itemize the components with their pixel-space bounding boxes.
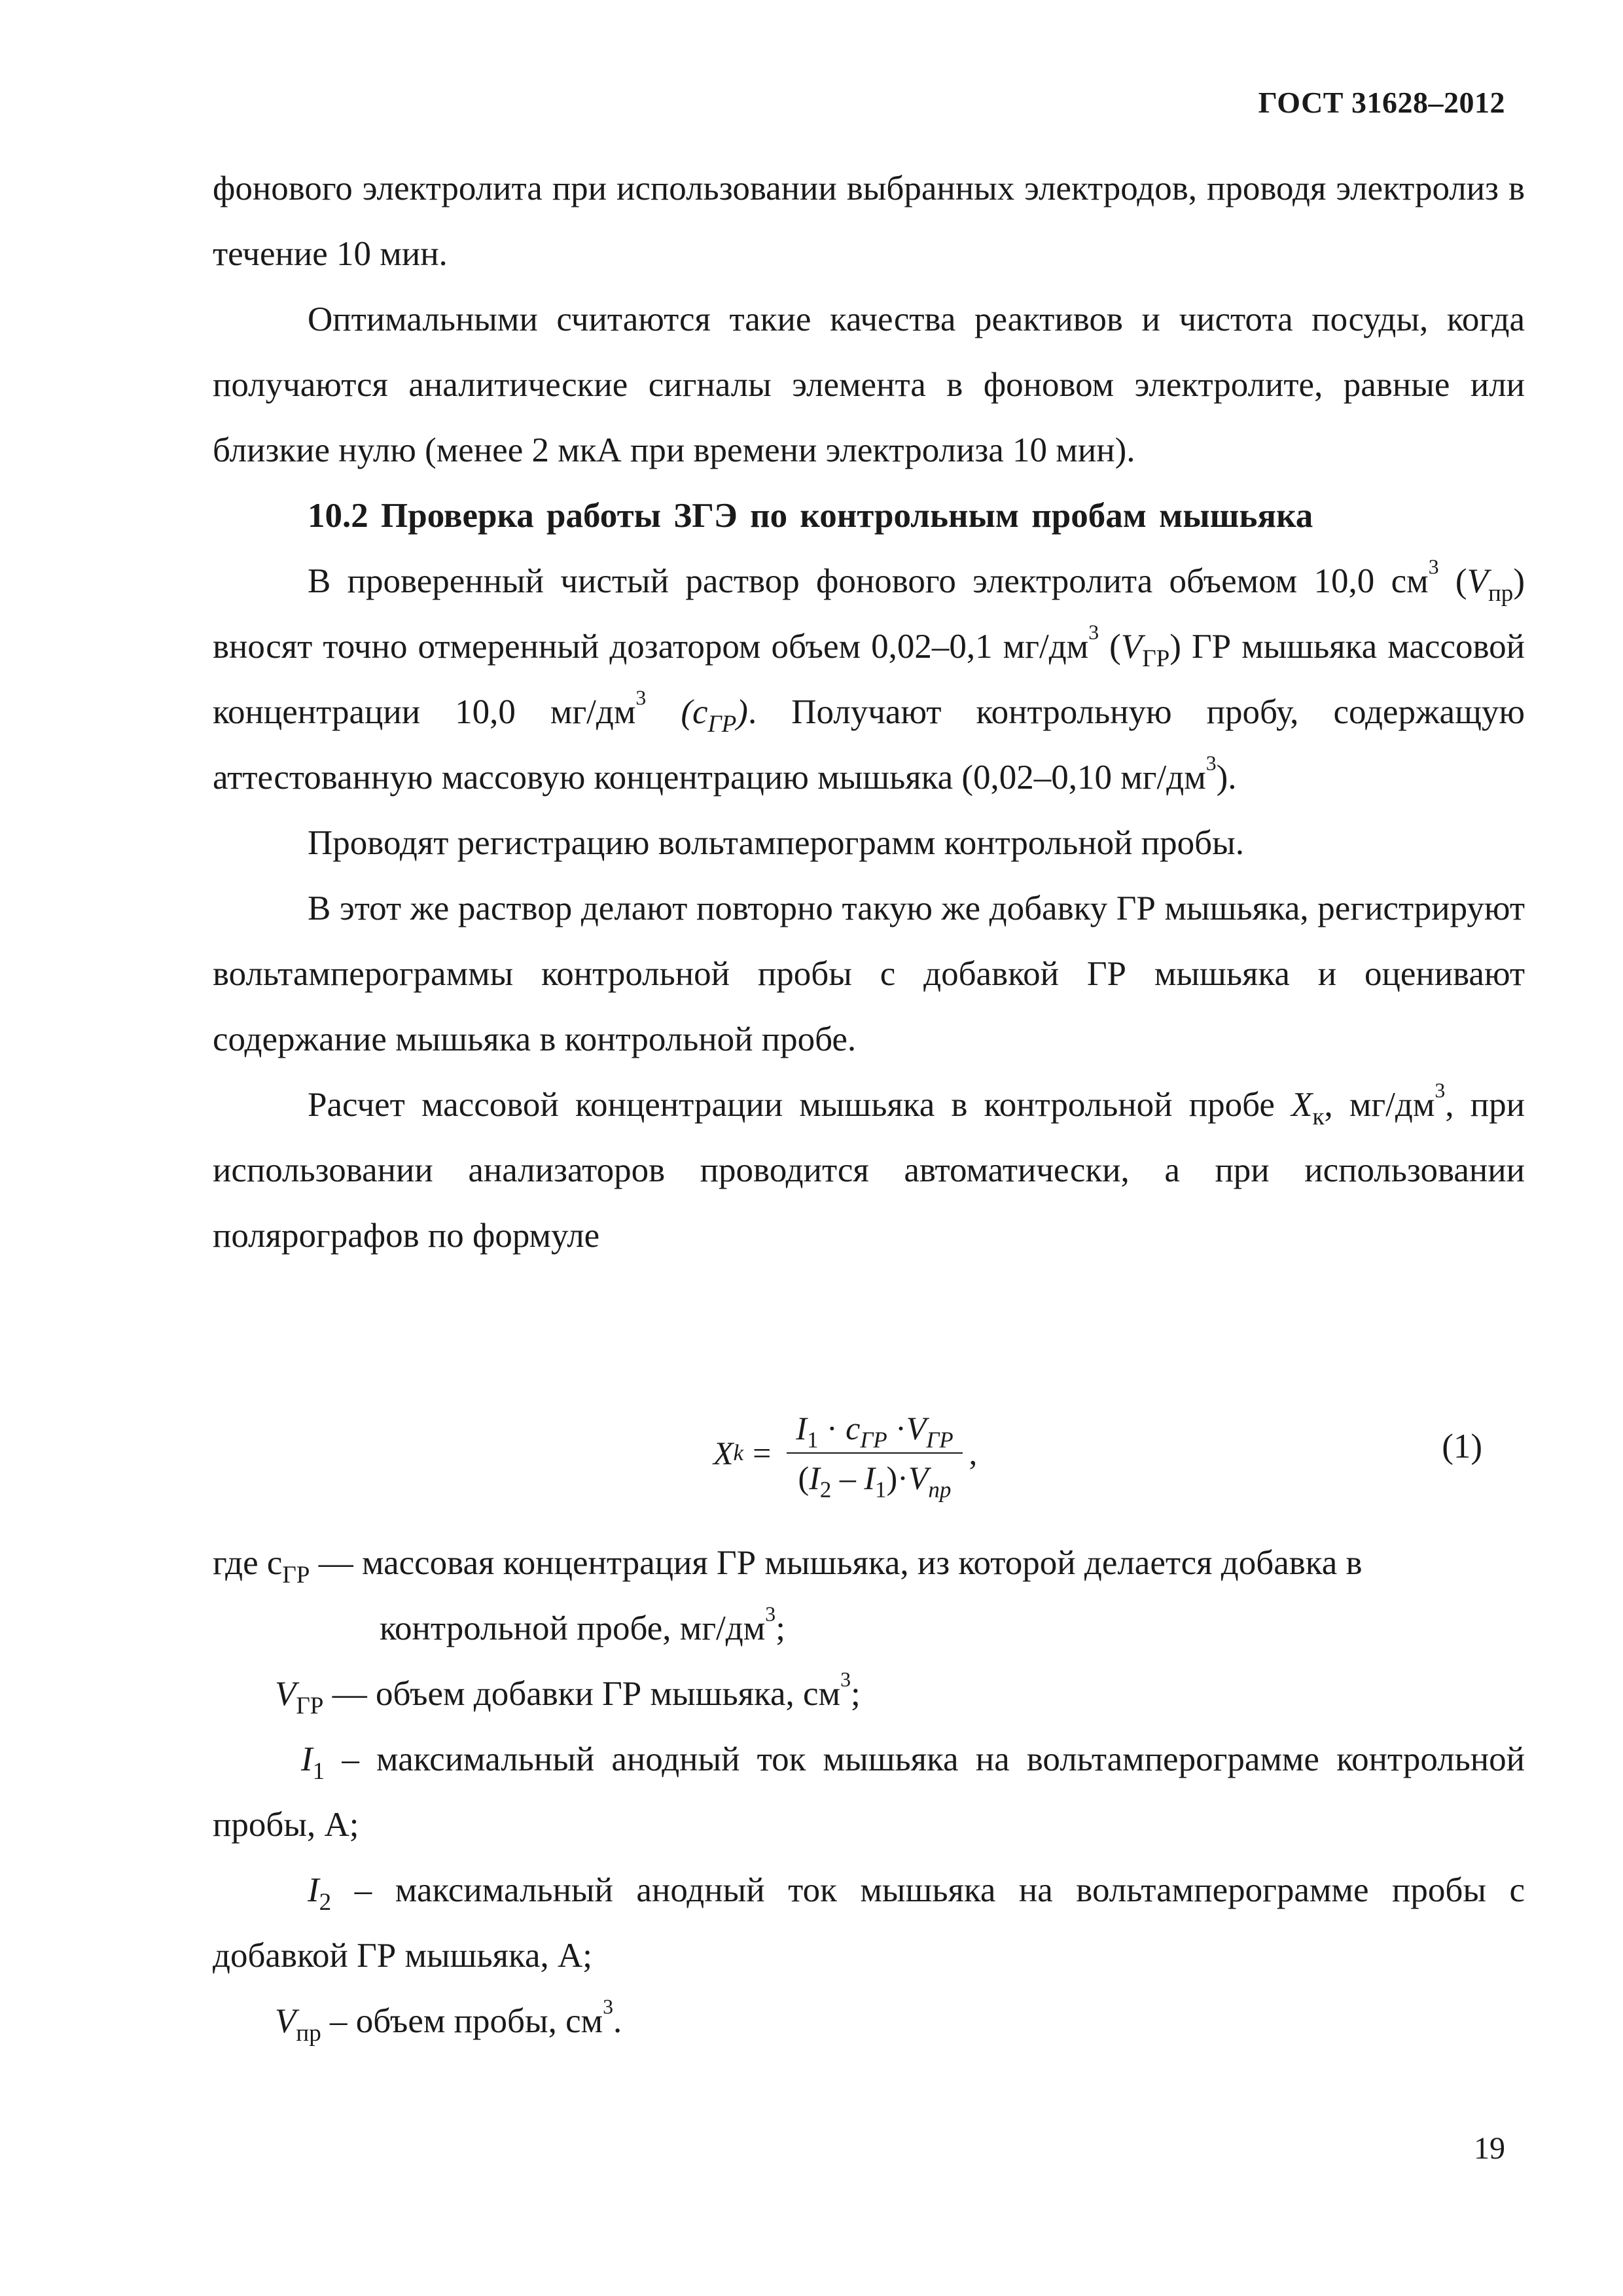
paragraph-addition: В этот же раствор делают повторно такую же добавку ГР мышьяка, регистрируют вольтамперограммы контрольной пробы с добавкой ГР мышьяка и оценивают содержание мышьяка в контрольной пробе.: [213, 889, 1525, 1058]
paragraph-registration: Проводят регистрацию вольтамперограмм контрольной пробы.: [308, 824, 1244, 862]
definition-v-pr: $V_{пр}$ – объем пробы, $см^3$.: [275, 1995, 622, 2047]
definition-i1: $I_1$ – максимальный анодный ток мышьяка на вольтамперограмме контрольной пробы, А;: [213, 1740, 1525, 1844]
formula-denominator: $(I_2 - I_1)\cdot V_{пр}$: [798, 1460, 952, 1503]
variable-definitions: [213, 1530, 1525, 2054]
definition-c-gr: где $c_{ГР}$ — массовая концентрация ГР мышьяка, из которой делается добавка в: [213, 1544, 1363, 1588]
section-heading: [213, 483, 1525, 548]
formula-1: X k = $\frac{I_1 \cdot c_{ГР} \cdot V_{ГР}}{(I_2 - I_1)\cdot V_{пр}}$ ,: [713, 1410, 978, 1503]
formula-fraction: [787, 1409, 962, 1503]
section-number: 10.2: [308, 497, 368, 535]
paragraph-control-sample: В проверенный чистый раствор фонового электролита объемом 10,0 $см^3$ $(V_{пр})$ вносят точно отмеренный дозатором объем 0,02–0,1 $мг/дм^3$ $(V_{ГР})$ ГР мышьяка массовой концентрации 10,0 $мг/дм^3$ $(c_{ГР})$. Получают контрольную пробу, содержащую аттестованную массовую концентрацию мышьяка (0,02–0,10 $мг/дм^3$).: [213, 555, 1525, 797]
standard-code: ГОСТ 31628–2012: [1258, 86, 1505, 119]
definition-c-gr-continued: контрольной пробе, $мг/дм^3$;: [380, 1602, 785, 1647]
definition-v-gr: $V_{ГР}$ — объем добавки ГР мышьяка, $см^3$;: [275, 1668, 861, 1719]
paragraph-reagent-quality: Оптимальными считаются такие качества реактивов и чистота посуды, когда получаются аналитические сигналы элемента в фоновом электролите, равные или близкие нулю (менее 2 мкА при времени электролиза 10 мин).: [213, 300, 1525, 469]
page-number: 19: [1474, 2131, 1505, 2166]
formula-numerator: $I_1 \cdot c_{ГР} \cdot V_{ГР}$: [787, 1409, 962, 1454]
main-text: [213, 156, 1525, 1268]
definition-i2: $I_2$ – максимальный анодный ток мышьяка на вольтамперограмме пробы с добавкой ГР мышьяка, А;: [213, 1871, 1525, 1975]
formula-number: (1): [1442, 1427, 1482, 1465]
paragraph-calculation: Расчет массовой концентрации мышьяка в контрольной пробе $X_к$, $мг/дм^3$, при использовании анализаторов проводится автоматически, а при использовании полярографов по формуле: [213, 1079, 1525, 1255]
section-title: Проверка работы ЗГЭ по контрольным пробам мышьяка: [381, 497, 1313, 535]
paragraph-continuation: фонового электролита при использовании выбранных электродов, проводя электролиз в течение 10 мин.: [213, 170, 1525, 273]
